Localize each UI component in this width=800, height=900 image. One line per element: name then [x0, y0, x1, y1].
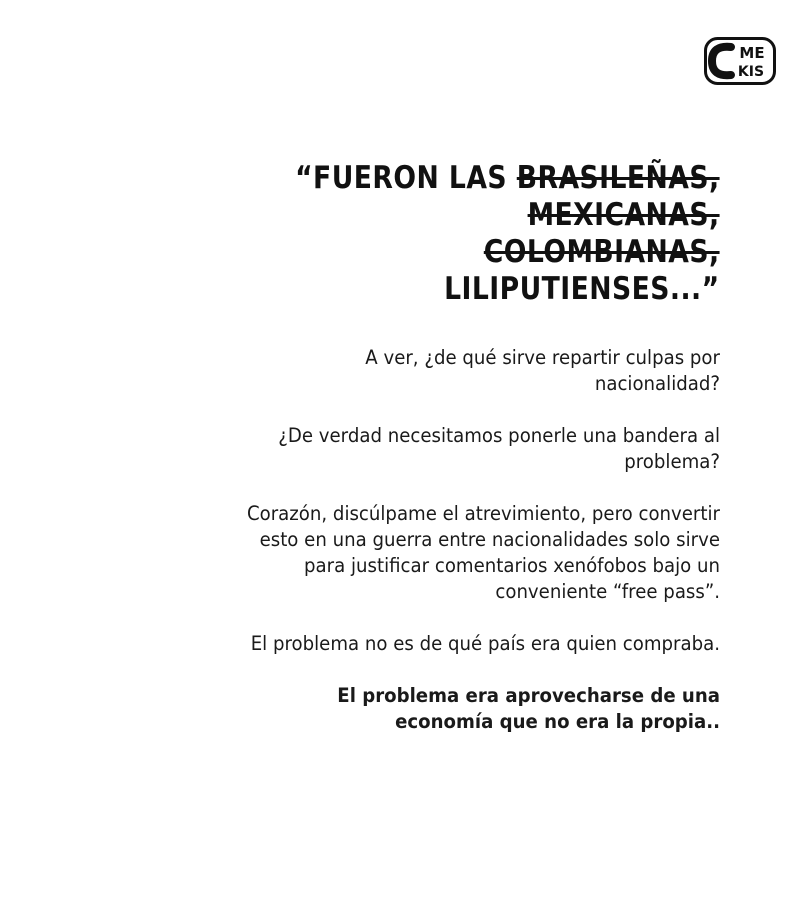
logo-text-bottom: KIS: [737, 64, 765, 80]
headline-struck-2: MEXICANAS,: [528, 197, 720, 233]
headline: [296, 160, 720, 308]
paragraph-1: A ver, ¿de qué sirve repartir culpas por nacionalidad?: [365, 346, 720, 395]
paragraph-2: ¿De verdad necesitamos ponerle una bandera al problema?: [278, 424, 720, 473]
paragraph-4: El problema no es de qué país era quien compraba.: [250, 632, 721, 655]
headline-line-1: [296, 160, 720, 197]
comekis-logo: [704, 37, 776, 85]
headline-prefix: “FUERON LAS: [295, 160, 518, 196]
headline-struck-3: COLOMBIANAS,: [484, 234, 720, 270]
headline-last: LILIPUTIENSES...”: [444, 271, 720, 307]
paragraph-5: El problema era aprovecharse de una economía que no era la propia..: [337, 684, 720, 733]
headline-struck-1: BRASILEÑAS,: [517, 160, 720, 196]
body-text: [200, 345, 720, 761]
logo-text-top: ME: [739, 44, 765, 62]
paragraph-3: Corazón, discúlpame el atrevimiento, pero convertir esto en una guerra entre nacionalidades solo sirve para justificar comentarios xenófobos bajo un conveniente “free pass”.: [246, 502, 720, 603]
